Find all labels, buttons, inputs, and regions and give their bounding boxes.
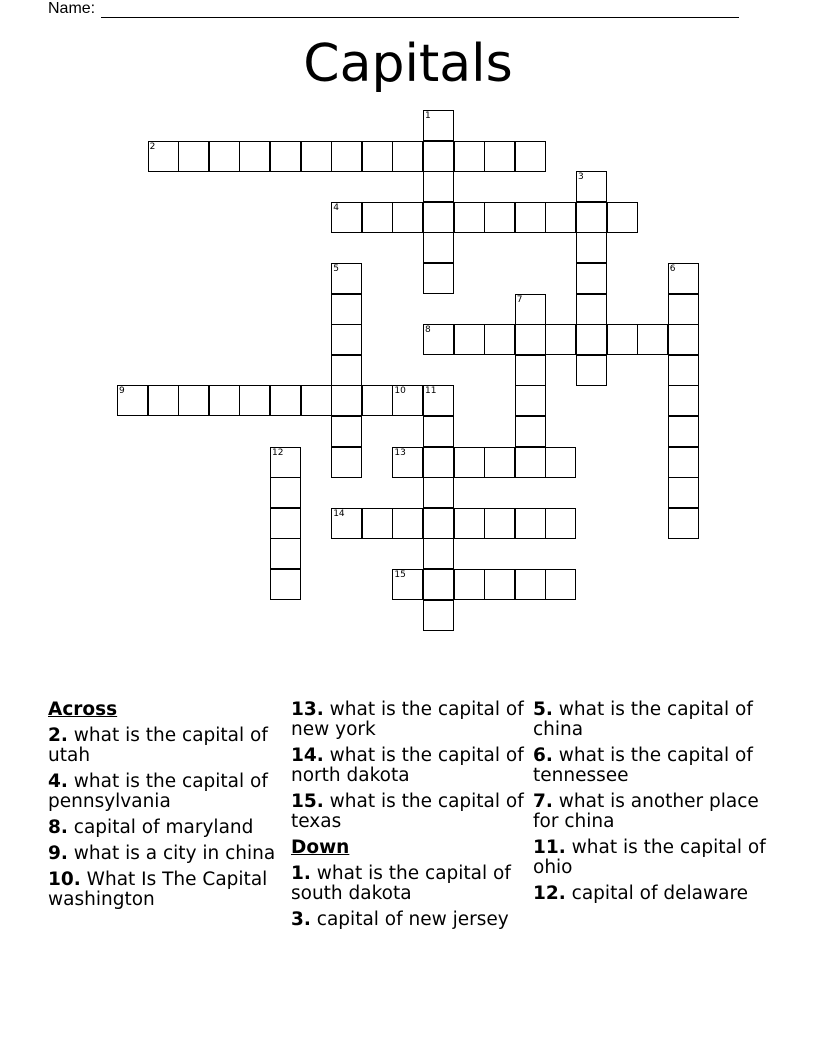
clue-across-2: 2. what is the capital of utah (48, 725, 268, 766)
cell-number: 11 (425, 386, 437, 397)
grid-cell[interactable] (668, 416, 699, 447)
grid-cell[interactable] (668, 477, 699, 508)
page-title: Capitals (303, 34, 513, 94)
clue-across-8: 8. capital of maryland (48, 817, 254, 838)
grid-cell[interactable] (362, 141, 393, 172)
grid-cell[interactable] (148, 385, 179, 416)
clue-across-9: 9. what is a city in china (48, 843, 276, 864)
grid-cell[interactable] (423, 232, 454, 263)
grid-cell[interactable] (423, 416, 454, 447)
grid-cell[interactable] (576, 324, 607, 355)
grid-cell[interactable] (117, 385, 148, 416)
grid-cell[interactable] (515, 508, 546, 539)
clues-column-2 (291, 700, 531, 936)
grid-cell[interactable] (484, 324, 515, 355)
grid-cell[interactable] (484, 508, 515, 539)
grid-cell[interactable] (392, 447, 423, 478)
clue-across-15: 15. what is the capital of texas (291, 791, 524, 832)
grid-cell[interactable] (331, 385, 362, 416)
grid-cell[interactable] (515, 416, 546, 447)
clue-down-3: 3. capital of new jersey (291, 909, 509, 930)
clue-across-14: 14. what is the capital of north dakota (291, 745, 524, 786)
grid-cell[interactable] (668, 294, 699, 325)
cell-number: 4 (333, 202, 339, 213)
grid-cell[interactable] (515, 355, 546, 386)
grid-cell[interactable] (515, 141, 546, 172)
grid-cell[interactable] (209, 385, 240, 416)
cell-number: 13 (394, 447, 406, 458)
grid-cell[interactable] (484, 141, 515, 172)
clue-down-11: 11. what is the capital of ohio (533, 837, 766, 878)
grid-cell[interactable] (515, 569, 546, 600)
cell-number: 12 (272, 447, 284, 458)
cell-number: 9 (119, 386, 125, 397)
grid-cell[interactable] (423, 110, 454, 141)
grid-cell[interactable] (576, 355, 607, 386)
grid-cell[interactable] (270, 508, 301, 539)
cell-number: 14 (333, 508, 345, 519)
grid-cell[interactable] (545, 447, 576, 478)
grid-cell[interactable] (668, 508, 699, 539)
grid-cell[interactable] (178, 385, 209, 416)
grid-cell[interactable] (545, 324, 576, 355)
grid-cell[interactable] (515, 324, 546, 355)
grid-cell[interactable] (331, 416, 362, 447)
grid-cell[interactable] (209, 141, 240, 172)
grid-cell[interactable] (270, 569, 301, 600)
grid-cell[interactable] (484, 202, 515, 233)
grid-cell[interactable] (392, 202, 423, 233)
grid-cell[interactable] (301, 141, 332, 172)
grid-cell[interactable] (607, 202, 638, 233)
grid-cell[interactable] (454, 569, 485, 600)
cell-number: 3 (578, 172, 584, 183)
grid-cell[interactable] (576, 294, 607, 325)
grid-cell[interactable] (270, 385, 301, 416)
grid-cell[interactable] (637, 324, 668, 355)
grid-cell[interactable] (484, 447, 515, 478)
grid-cell[interactable] (239, 385, 270, 416)
grid-cell[interactable] (362, 385, 393, 416)
grid-cell[interactable] (454, 508, 485, 539)
name-label: Name: (48, 0, 96, 17)
grid-cell[interactable] (270, 538, 301, 569)
cell-number: 8 (425, 325, 431, 336)
grid-cell[interactable] (392, 508, 423, 539)
grid-cell[interactable] (454, 141, 485, 172)
grid-cell[interactable] (607, 324, 638, 355)
cell-number: 1 (425, 111, 431, 121)
clue-across-13: 13. what is the capital of new york (291, 699, 524, 740)
grid-cell[interactable] (392, 385, 423, 416)
across-heading: Across (48, 699, 118, 720)
grid-cell[interactable] (454, 447, 485, 478)
grid-cell[interactable] (178, 141, 209, 172)
grid-cell[interactable] (668, 324, 699, 355)
clues-column-3 (533, 700, 783, 910)
grid-cell[interactable] (270, 447, 301, 478)
grid-cell[interactable] (454, 324, 485, 355)
grid-cell[interactable] (331, 263, 362, 294)
grid-cell[interactable] (576, 263, 607, 294)
clue-down-6: 6. what is the capital of tennessee (533, 745, 753, 786)
grid-cell[interactable] (668, 385, 699, 416)
grid-cell[interactable] (545, 508, 576, 539)
grid-cell[interactable] (331, 447, 362, 478)
grid-cell[interactable] (668, 263, 699, 294)
grid-cell[interactable] (362, 202, 393, 233)
grid-cell[interactable] (423, 171, 454, 202)
grid-cell[interactable] (515, 385, 546, 416)
cell-number: 15 (394, 570, 406, 580)
clue-down-12: 12. capital of delaware (533, 883, 749, 904)
cell-number: 5 (333, 264, 339, 274)
grid-cell[interactable] (301, 385, 332, 416)
grid-cell[interactable] (515, 202, 546, 233)
grid-cell[interactable] (423, 385, 454, 416)
grid-cell[interactable] (331, 508, 362, 539)
grid-cell[interactable] (331, 141, 362, 172)
grid-cell[interactable] (545, 202, 576, 233)
grid-cell[interactable] (576, 232, 607, 263)
grid-cell[interactable] (454, 202, 485, 233)
grid-cell[interactable] (331, 202, 362, 233)
grid-cell[interactable] (392, 569, 423, 600)
grid-cell[interactable] (423, 141, 454, 172)
cell-number: 6 (669, 264, 676, 274)
down-heading: Down (291, 837, 350, 858)
grid-cell[interactable] (331, 324, 362, 355)
cell-number: 10 (394, 386, 406, 397)
grid-cell[interactable] (423, 324, 454, 355)
grid-cell[interactable] (270, 141, 301, 172)
grid-cell[interactable] (239, 141, 270, 172)
grid-cell[interactable] (362, 508, 393, 539)
grid-cell[interactable] (576, 171, 607, 202)
clue-down-7: 7. what is another place for china (533, 791, 759, 832)
grid-cell[interactable] (668, 447, 699, 478)
cell-number: 7 (516, 294, 523, 305)
clue-across-10: 10. What Is The Capital washington (48, 869, 268, 910)
grid-cell[interactable] (423, 477, 454, 508)
grid-cell[interactable] (515, 294, 546, 325)
grid-cell[interactable] (423, 600, 454, 631)
grid-cell[interactable] (576, 202, 607, 233)
grid-cell[interactable] (331, 294, 362, 325)
grid-cell[interactable] (423, 447, 454, 478)
grid-cell[interactable] (331, 355, 362, 386)
clue-across-4: 4. what is the capital of pennsylvania (48, 771, 268, 812)
grid-cell[interactable] (423, 202, 454, 233)
grid-cell[interactable] (392, 141, 423, 172)
grid-cell[interactable] (423, 263, 454, 294)
grid-cell[interactable] (545, 569, 576, 600)
grid-cell[interactable] (515, 447, 546, 478)
clue-down-1: 1. what is the capital of south dakota (291, 863, 511, 904)
grid-cell[interactable] (270, 477, 301, 508)
grid-cell[interactable] (423, 508, 454, 539)
clue-down-5: 5. what is the capital of china (533, 699, 753, 740)
grid-cell[interactable] (148, 141, 179, 172)
grid-cell[interactable] (668, 355, 699, 386)
cell-number: 2 (149, 141, 156, 152)
grid-cell[interactable] (423, 569, 454, 600)
grid-cell[interactable] (484, 569, 515, 600)
clues-column-1 (48, 700, 288, 916)
grid-cell[interactable] (423, 538, 454, 569)
